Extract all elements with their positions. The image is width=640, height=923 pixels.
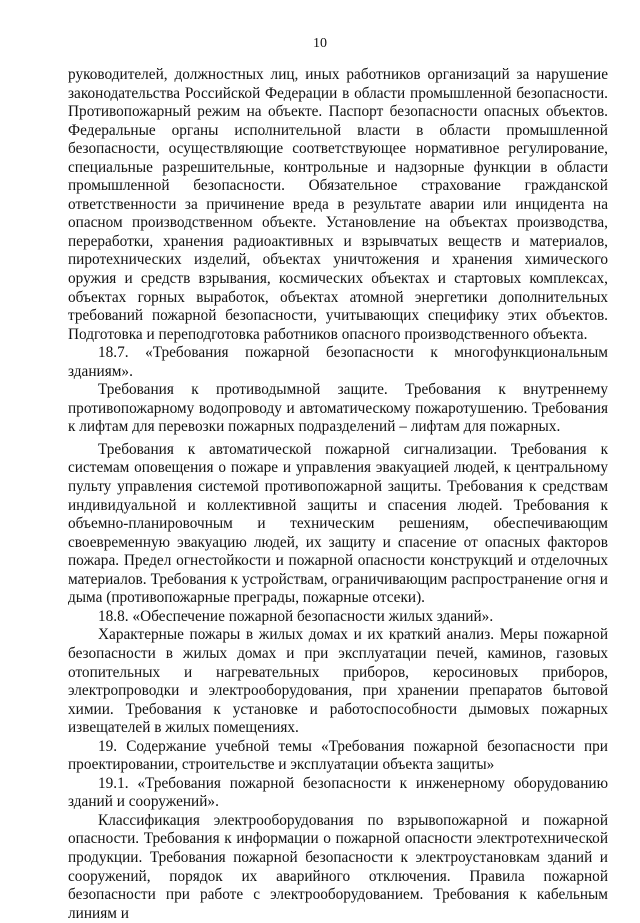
- document-body: [68, 66, 608, 923]
- page-number: 10: [313, 36, 327, 51]
- paragraph-responsibility: руководителей, должностных лиц, иных работников организаций за нарушение законодательства Российской Федерации в области промышленной безопасности. Противопожарный режим на объекте. Паспорт безопасности опасных объектов. Федеральные органы исполнительной власти в области промышленной безопасности, осуществляющие соответствующее нормативное регулирование, специальные разрешительные, контрольные и надзорные функции в области промышленной безопасности. Обязательное страхование гражданской ответственности за причинение вреда в результате аварии или инцидента на опасном производственном объекте. Установление на объектах производства, переработки, хранения радиоактивных и взрывчатых веществ и материалов, пиротехнических изделий, объектах уничтожения и хранения химического оружия и средств взрывания, космических объектах и стартовых комплексах, объектах горных выработок, объектах атомной энергетики дополнительных требований пожарной безопасности, учитывающих специфику этих объектов. Подготовка и переподготовка работников опасного производственного объекта.: [68, 66, 608, 343]
- paragraph-residential-fires: Характерные пожары в жилых домах и их краткий анализ. Меры пожарной безопасности в жилых домах и при эксплуатации печей, каминов, газовых отопительных и нагревательных приборов, керосиновых приборов, электропроводки и электрооборудования, при хранении препаратов бытовой химии. Требования к установке и работоспособности дымовых пожарных извещателей в жилых помещениях.: [68, 626, 608, 737]
- paragraph-smoke-protection: Требования к противодымной защите. Требования к внутреннему противопожарному водопроводу и автоматическому пожаротушению. Требования к лифтам для перевозки пожарных подразделений – лифтам для пожарных.: [68, 381, 608, 436]
- section-heading-19: 19. Содержание учебной темы «Требования пожарной безопасности при проектировании, строительстве и эксплуатации объекта защиты»: [68, 737, 608, 774]
- paragraph-electrical-equipment: Классификация электрооборудования по взрывопожарной и пожарной опасности. Требования к информации о пожарной опасности электротехнической продукции. Требования пожарной безопасности к электроустановкам зданий и сооружений, порядок их аварийного отключения. Правила пожарной безопасности при работе с электрооборудованием. Требования к кабельным линиям и: [68, 811, 608, 922]
- section-heading-19-1: 19.1. «Требования пожарной безопасности к инженерному оборудованию зданий и сооружений».: [68, 774, 608, 811]
- section-heading-18-8: 18.8. «Обеспечение пожарной безопасности жилых зданий».: [98, 607, 494, 625]
- section-heading-18-7: 18.7. «Требования пожарной безопасности к многофункциональным зданиям».: [68, 344, 608, 380]
- paragraph-fire-alarm: Требования к автоматической пожарной сигнализации. Требования к системам оповещения о пожаре и управления эвакуацией людей, к центральному пульту управления системой противопожарной защиты. Требования к средствам индивидуальной и коллективной защиты и спасения людей. Требования к объемно-планировочным и техническим решениям, обеспечивающим своевременную эвакуацию людей, их защиту и спасение от опасных факторов пожара. Предел огнестойкости и пожарной опасности конструкций и отделочных материалов. Требования к устройствам, ограничивающим распространение огня и дыма (противопожарные преграды, пожарные отсеки).: [68, 440, 608, 607]
